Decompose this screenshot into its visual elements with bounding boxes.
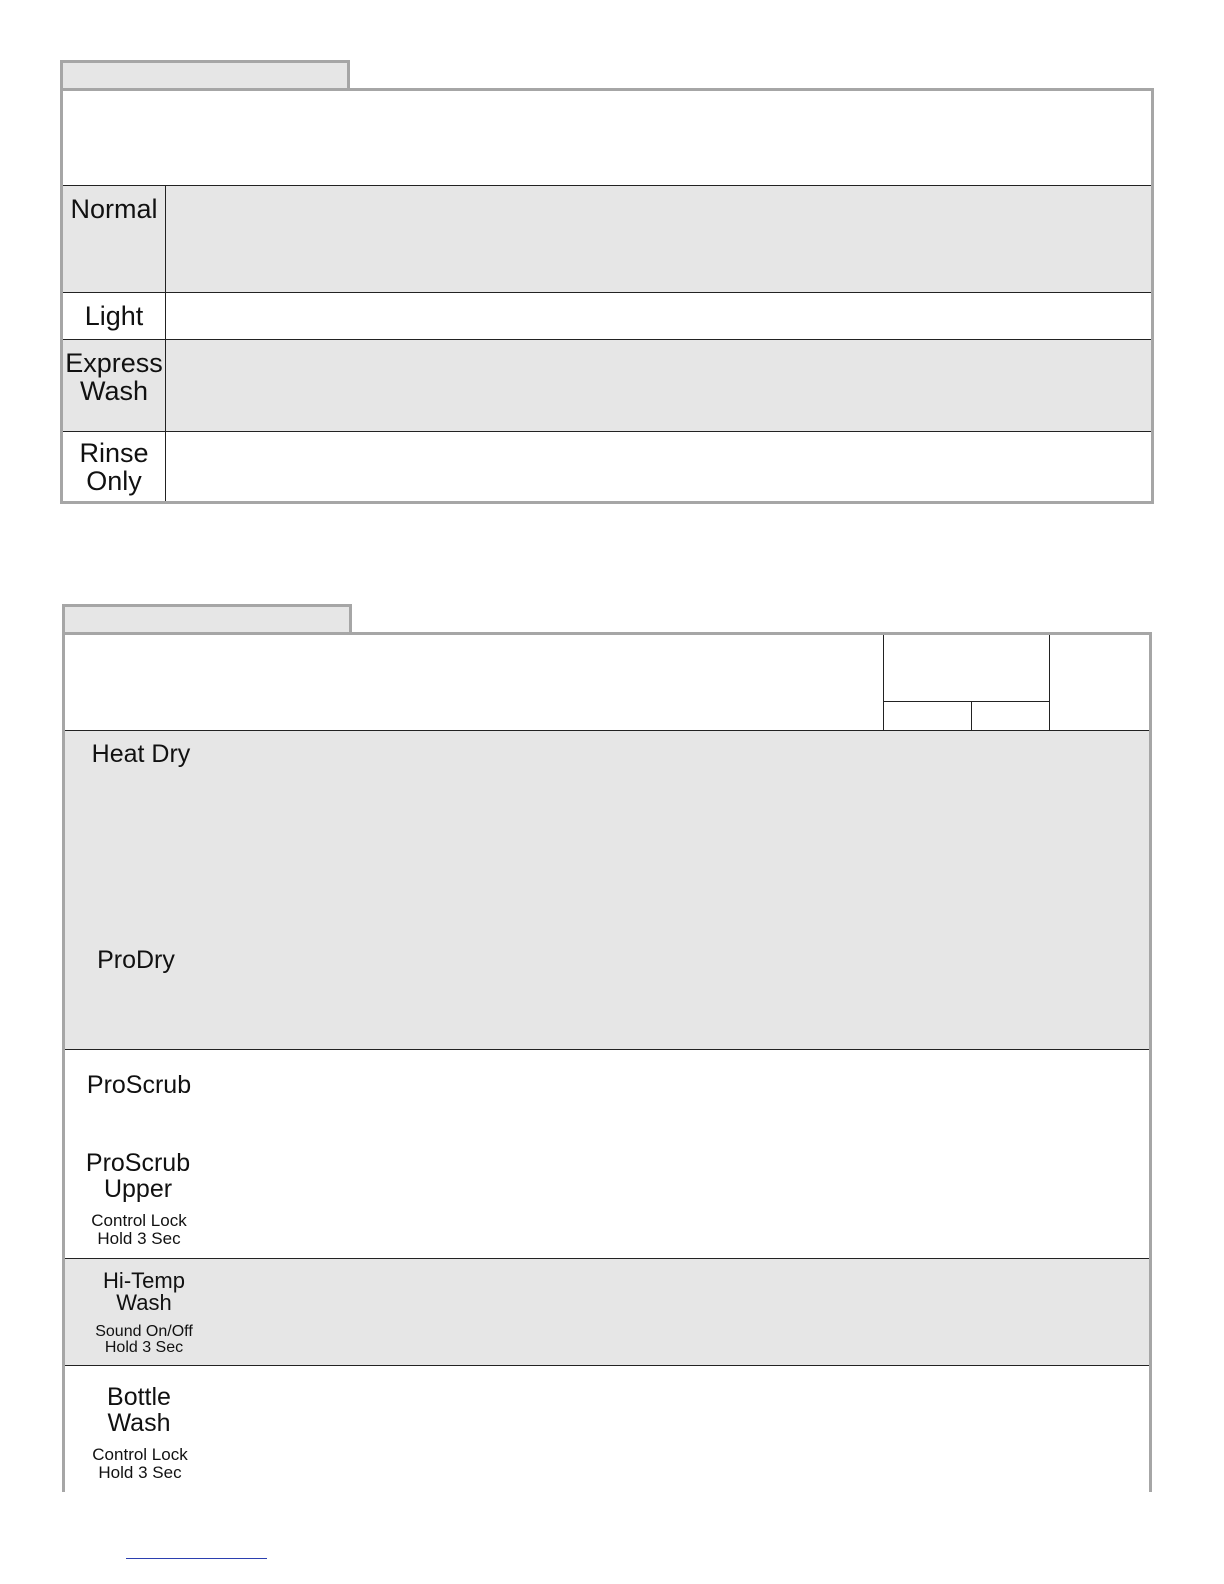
option-label-proscrub-upper-l1: ProScrub — [85, 1149, 191, 1177]
option-sublabel-control-lock — [65, 1446, 215, 1482]
option-label-hi-temp: Hi-Temp — [103, 1268, 185, 1293]
cycle-label-only: Only — [86, 466, 142, 497]
option-label-proscrub-upper-l2: Upper — [103, 1175, 173, 1204]
sublabel-line: Hold 3 Sec — [98, 1462, 182, 1482]
option-label-wash: Wash — [116, 1290, 172, 1315]
option-label-hi-temp-wash — [65, 1270, 223, 1314]
cycle-label-rinse: Rinse — [79, 438, 149, 468]
option-label-proscrub: ProScrub — [86, 1071, 192, 1099]
option-label-bottle-wash-l2: Wash — [107, 1409, 171, 1438]
cycle-label-express: Express — [65, 348, 163, 378]
row-divider — [65, 730, 1149, 731]
cycle-label-light: Light — [84, 301, 144, 331]
row-divider — [63, 339, 1151, 340]
option-label-heat-dry: Heat Dry — [91, 740, 191, 768]
sublabel-line: Sound On/Off — [95, 1323, 193, 1340]
footer-link-underline[interactable] — [126, 1558, 267, 1559]
sublabel-line: Control Lock — [91, 1211, 187, 1230]
header-subcolumn-divider — [971, 701, 972, 730]
options-table — [62, 632, 1152, 1492]
option-label-bottle: Bottle — [107, 1383, 171, 1411]
row-divider — [63, 292, 1151, 293]
option-sublabel-sound — [65, 1324, 223, 1356]
cycle-label-wash: Wash — [79, 376, 148, 407]
row-express-wash-bg — [63, 339, 1151, 431]
row-divider — [65, 1258, 1149, 1259]
option-label-prodry: ProDry — [97, 946, 175, 974]
row-divider — [63, 185, 1151, 186]
row-divider — [63, 431, 1151, 432]
row-hi-temp-wash-bg — [65, 1258, 1149, 1365]
cycle-label-express-wash — [63, 349, 165, 406]
cycle-label-rinse-only — [63, 439, 165, 496]
row-normal-bg — [63, 185, 1151, 292]
row-divider — [65, 1049, 1149, 1050]
option-label-proscrub-upper — [65, 1150, 211, 1203]
header-subrow-divider — [883, 701, 1049, 702]
option-sublabel-control-lock — [65, 1212, 213, 1248]
label-column-divider — [165, 185, 166, 501]
header-column-divider — [1049, 635, 1050, 730]
sublabel-line: Control Lock — [92, 1445, 188, 1464]
row-heat-dry-bg — [65, 730, 1149, 1049]
cycles-table — [60, 88, 1154, 504]
header-column-divider — [883, 635, 884, 730]
option-label-bottle-wash — [65, 1384, 213, 1437]
sublabel-line: Hold 3 Sec — [97, 1228, 181, 1248]
row-divider — [65, 1365, 1149, 1366]
cycle-label-normal: Normal — [70, 194, 158, 224]
sublabel-line: Hold 3 Sec — [104, 1339, 184, 1356]
